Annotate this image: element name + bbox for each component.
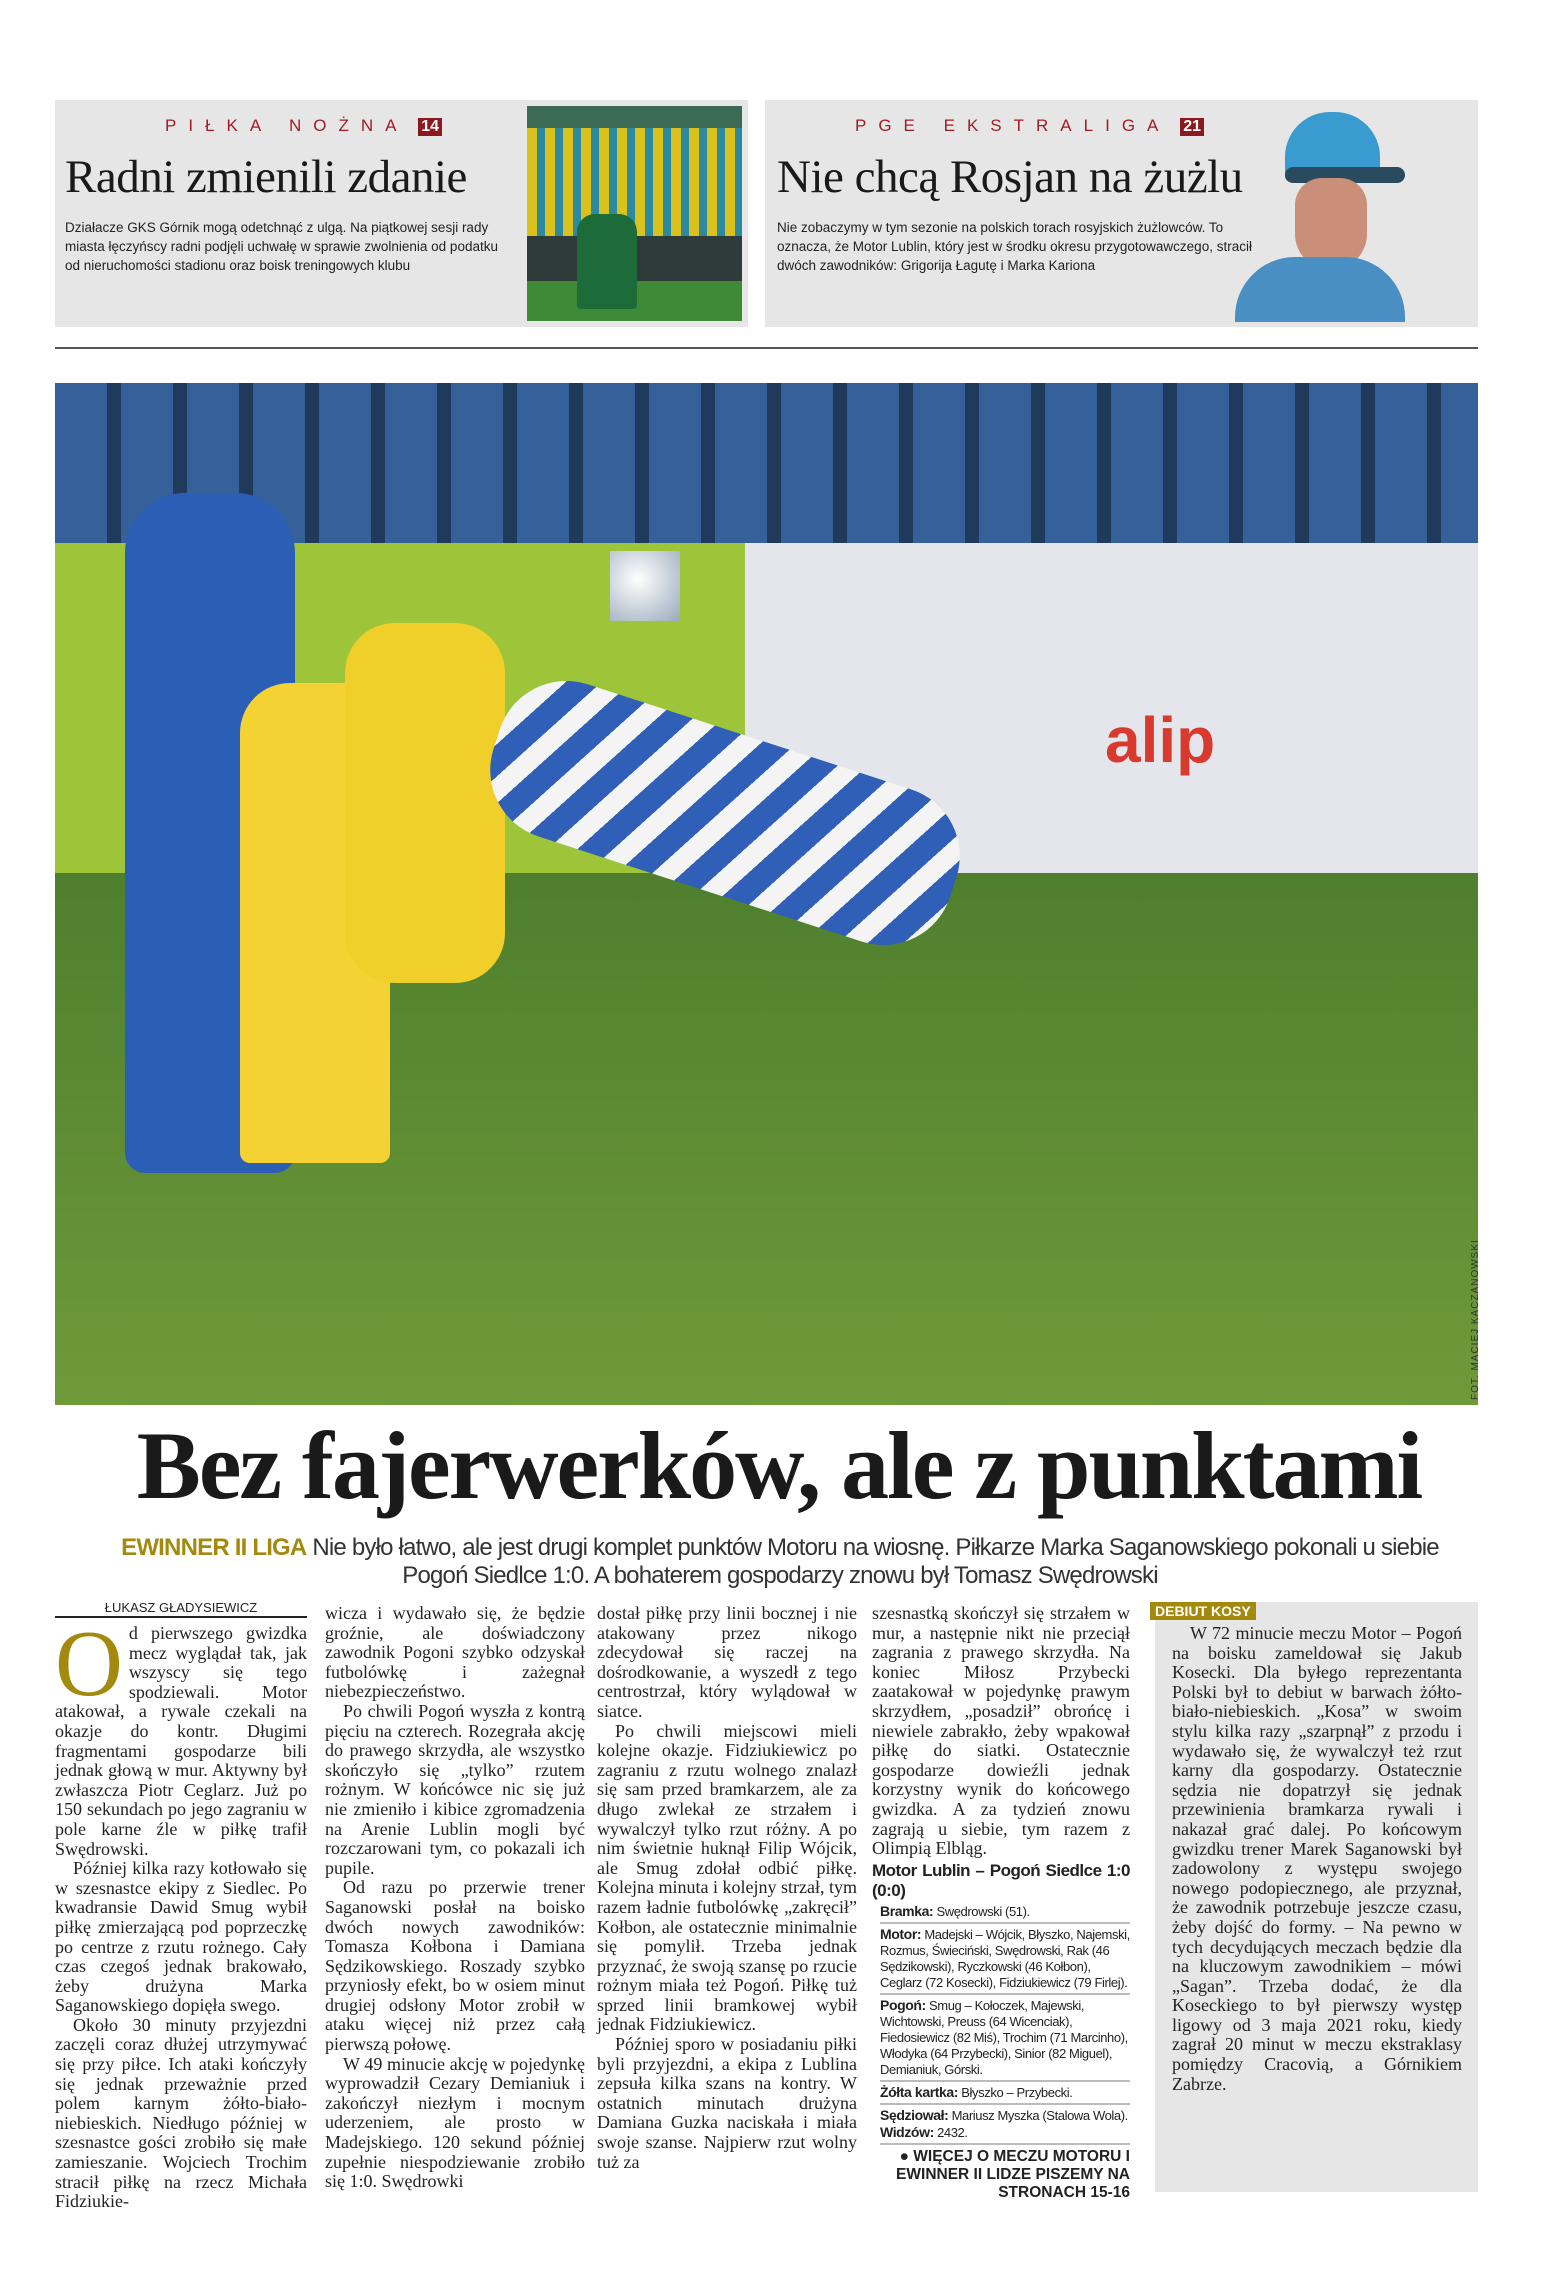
paragraph: wicza i wydawało się, że będzie groźnie, ale doświadczony zawodnik Pogoni szybko odzyskał futbolówkę i zażegnał niebezpieczeństwo.: [325, 1603, 585, 1702]
sidebar-text: W 72 minucie meczu Motor – Pogoń na boisku zameldował się Jakub Kosecki. Dla byłego reprezentanta Polski był to debiut w barwach żółto-biało-niebieskich. „Kosa” w swoim stylu kilka razy „szarpnął” z przodu i wydawało się, że wywalczył też rzut karny dla gospodarzy. Ostatecznie sędzia nie dopatrzył się jednak przewinienia bramkarza rywali i nakazał grać dalej. Po końcowym gwizdku trener Marek Saganowski był zadowolony z występu swojego nowego podopiecznego, ale przyznał, że zawodnik potrzebuje jeszcze czasu, żeby dojść do formy. – Na pewno w tych decydujących meczach będzie dla na kluczowym zawodnikiem – mówi „Sagan”. Trzeba dodać, że dla Koseckiego to był pierwszy występ ligowy od 3 maja 2021 roku, kiedy zagrał 20 minut w meczu ekstraklasy pomiędzy Cracovią, a Górnikiem Zabrze.: [1172, 1623, 1462, 2094]
teaser-section: PIŁKA NOŻNA 14: [165, 116, 442, 136]
article-column-1: [55, 1612, 307, 2212]
paragraph: Później kilka razy kotłowało się w szesnastce ekipy z Siedlec. Po kwadransie Dawid Smug wybił piłkę zmierzającą pod poprzeczkę po centrze z rzutu rożnego. Cały czas czegoś jednak brakowało, żeby drużyna Marka Saganowskiego dopięła swego.: [55, 1858, 307, 2016]
page-number-badge: 14: [418, 118, 442, 136]
article-headline: Bez fajerwerków, ale z punktami: [136, 1412, 1422, 1519]
fact-yellow-cards: Żółta kartka: Błyszko – Przybecki.: [880, 2082, 1130, 2105]
byline: ŁUKASZ GŁADYSIEWICZ: [55, 1600, 307, 1618]
fact-motor-lineup: Motor: Madejski – Wójcik, Błyszko, Najemski, Rozmus, Świeciński, Swędrowski, Rak (46 Sędzikowski), Ryczkowski (46 Kołbon), Ceglarz (72 Kosecki), Fidziukiewicz (79 Firlej).: [880, 1924, 1130, 1995]
fact-pogon-lineup: Pogoń: Smug – Kołoczek, Majewski, Wichtowski, Preuss (64 Wicenciak), Fiedosiewicz (82 Miś), Trochim (71 Marcinho), Włodyka (64 Przybecki), Sinior (82 Miguel), Demianiuk, Górski.: [880, 1995, 1130, 2082]
paragraph: Później sporo w posiadaniu piłki byli przyjezdni, a ekipa z Lublina zepsuła kilka szans na kontry. W ostatnich minutach drużyna Damiana Guzka naciskała i miała swoje szanse. Najpierw rzut wolny tuż za: [597, 2034, 857, 2172]
bullet-icon: ●: [899, 2147, 914, 2165]
match-score: Motor Lublin – Pogoń Siedlce 1:0 (0:0): [872, 1860, 1130, 1900]
teaser-pge-ekstraliga[interactable]: [765, 100, 1478, 327]
teaser-title: Nie chcą Rosjan na żużlu: [777, 151, 1243, 203]
paragraph: dostał piłkę przy linii bocznej i nie atakowany przez nikogo zdecydował się raczej na dośrodkowanie, a wyszedł z tego centrostrzał, który wylądował w siatce.: [597, 1603, 857, 1721]
fact-referee-attendance: Sędziował: Mariusz Myszka (Stalowa Wola). Widzów: 2432.: [880, 2105, 1130, 2145]
photo-credit: FOT. MACIEJ KACZANOWSKI: [1470, 1239, 1481, 1400]
paragraph: Po chwili Pogoń wyszła z kontrą pięciu na czterech. Rozegrała akcję do prawego skrzydła, ale wszystko skończyło się „tylko” rzutem rożnym. W końcówce nic się już nie zmieniło i kibice zgromadzenia na Arenie Lublin mogli być rozczarowani tym, co pokazali ich pupile.: [325, 1700, 585, 1878]
teaser-lead: Nie zobaczymy w tym sezonie na polskich torach rosyjskich żużlowców. To oznacza, że Motor Lublin, który jest w środku okresu przygotowawczego, stracił dwóch zawodników: Grigorija Łagutę i Marka Kariona: [777, 220, 1252, 273]
paragraph: Około 30 minuty przyjezdni zaczęli coraz dłużej utrzymywać się przy piłce. Ich ataki kończyły się jednak przeważnie przed polem karnym żółto-biało-niebieskich. Niedługo później w szesnastce gości zrobiło się małe zamieszanie. Wojciech Trochim stracił piłkę na rzecz Michała Fidziukie-: [55, 2014, 307, 2212]
teaser-section: PGE EKSTRALIGA 21: [855, 116, 1204, 136]
paragraph: szesnastką skończył się strzałem w mur, a następnie nikt nie przeciął zagrania z prawego skrzydła. Na koniec Miłosz Przybecki zaatakował w pojedynkę prawym skrzydłem, „posadził” obrońcę i niewiele zabrakło, żeby wpakował piłkę do siatki. Ostatecznie gospodarze dowieźli jednak korzystny wynik do końcowego gwizdka. A za tydzień znowu zagrają u siebie, tym razem z Olimpią Elbląg.: [872, 1603, 1130, 1859]
teaser-photo-rider-portrait: [1235, 112, 1405, 322]
match-facts: [880, 1901, 1130, 2145]
page-number-badge: 21: [1180, 118, 1204, 136]
article-column-3: [597, 1604, 857, 2172]
article-column-4: [872, 1604, 1130, 2202]
teaser-photo-team-huddle: [527, 106, 742, 321]
fact-goals: Bramka: Swędrowski (51).: [880, 1901, 1130, 1924]
drop-cap: O: [55, 1612, 123, 1716]
sidebar-label: DEBIUT KOSY: [1150, 1602, 1256, 1620]
paragraph: Od pierwszego gwizdka mecz wyglądał tak, jak wszyscy się tego spodziewali. Motor atakował, a rywale czekali na okazje do kontr. Długimi fragmentami gospodarze bili jednak głową w mur. Aktywny był zwłaszcza Piotr Ceglarz. Już po 150 sekundach po jego zagraniu w pole karne źle w piłkę trafił Swędrowski.: [55, 1612, 307, 1859]
paragraph: Po chwili miejscowi mieli kolejne okazje. Fidziukiewicz po zagraniu z rzutu wolnego znalazł się sam przed bramkarzem, ale za długo zwlekał ze strzałem i wywalczył tylko rzut różny. A po nim świetnie huknął Filip Wójcik, ale Smug zdołał odbić piłkę. Kolejna minuta i kolejny strzał, tym razem ładnie futbolówkę „zakręcił” Kołbon, ale ostatecznie minimalnie się pomylił. Trzeba jednak przyznać, że swoją szansę po rzucie rożnym miała też Pogoń. Piłkę tuż sprzed linii bramkowej wybił jednak Fidziukiewicz.: [597, 1720, 857, 2035]
more-link[interactable]: ● WIĘCEJ O MECZU MOTORU I EWINNER II LIDZE PISZEMY NA STRONACH 15-16: [896, 2147, 1130, 2201]
main-photo-match-action: alip: [55, 383, 1478, 1405]
article-column-2: [325, 1604, 585, 2192]
paragraph: W 49 minucie akcję w pojedynkę wyprowadził Cezary Demianiuk i zakończył niezłym i mocnym uderzeniem, ale prosto w Madejskiego. 120 sekund później zupełnie niespodziewanie zrobiło się 1:0. Swędrowki: [325, 2053, 585, 2192]
teaser-pilka-nozna[interactable]: [55, 100, 748, 327]
section-divider: [55, 347, 1478, 349]
teaser-lead: Działacze GKS Górnik mogą odetchnąć z ulgą. Na piątkowej sesji rady miasta łęczyńscy radni podjęli uchwałę w sprawie zwolnienia od podatku od nieruchomości stadionu oraz boisk treningowych klubu: [65, 220, 498, 273]
teaser-title: Radni zmienili zdanie: [65, 151, 467, 203]
league-label: EWINNER II LIGA: [121, 1534, 307, 1561]
paragraph: Od razu po przerwie trener Saganowski posłał na boisko dwóch nowych zawodników: Tomasza Kołbona i Damiana Sędzikowskiego. Roszady szybko przyniosły efekt, bo w osiem minut drugiej odsłony Motor zrobił w ataku więcej niż przez całą pierwszą połowę.: [325, 1877, 585, 2055]
sidebar-box: [1155, 1602, 1478, 2192]
article-deck: EWINNER II LIGA Nie było łatwo, ale jest drugi komplet punktów Motoru na wiosnę. Piłkarze Marka Saganowskiego pokonali u siebie Pogoń Siedlce 1:0. A bohaterem gospodarzy znowu był Tomasz Swędrowski: [121, 1534, 1439, 1589]
